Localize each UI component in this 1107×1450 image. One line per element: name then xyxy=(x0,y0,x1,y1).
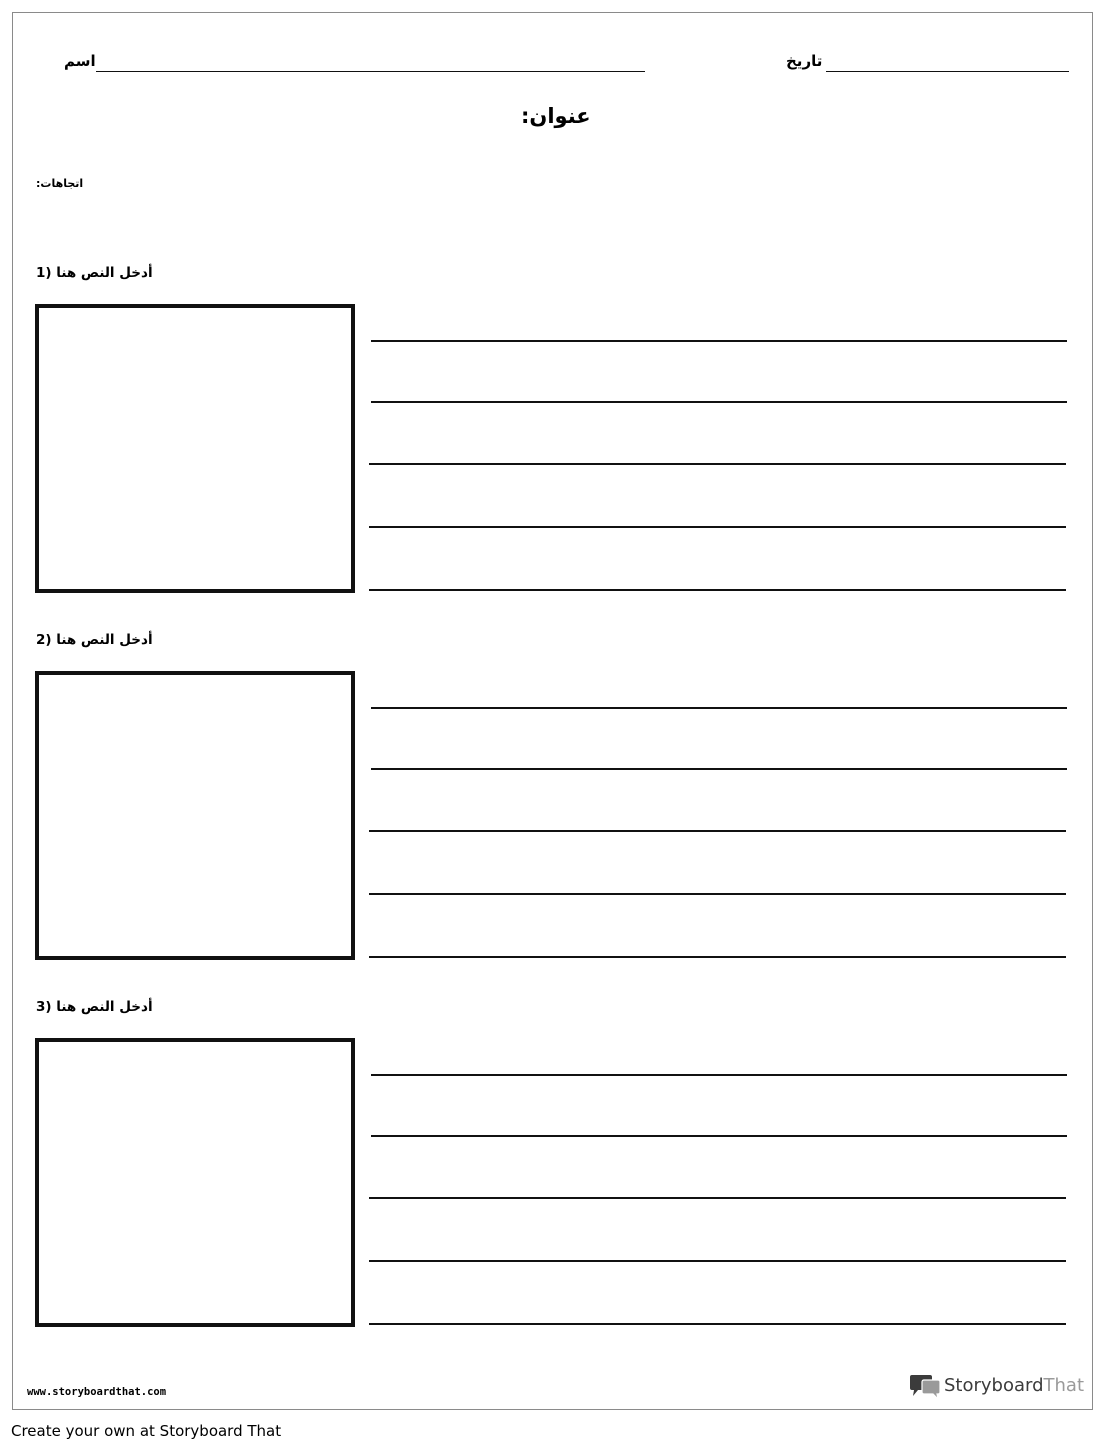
page-title: :عنوان xyxy=(521,104,591,128)
section-1-writing-line-4[interactable] xyxy=(369,526,1066,528)
create-your-own-caption[interactable]: Create your own at Storyboard That xyxy=(11,1422,282,1440)
section-1-label: أدخل النص هنا (1 xyxy=(36,265,153,281)
section-1-image-box[interactable] xyxy=(35,304,355,593)
section-3-writing-line-3[interactable] xyxy=(369,1197,1066,1199)
logo-text-that: That xyxy=(1043,1375,1085,1396)
section-3-writing-line-2[interactable] xyxy=(371,1135,1067,1137)
name-label: اسم xyxy=(64,52,96,70)
section-1-writing-line-3[interactable] xyxy=(369,463,1066,465)
section-3-writing-line-4[interactable] xyxy=(369,1260,1066,1262)
storyboardthat-logo-icon xyxy=(908,1374,942,1400)
section-3-writing-line-1[interactable] xyxy=(371,1074,1067,1076)
section-3-writing-line-5[interactable] xyxy=(369,1323,1066,1325)
directions-label: :اتجاهات xyxy=(36,177,84,190)
section-2-writing-line-5[interactable] xyxy=(369,956,1066,958)
storyboardthat-logo-text xyxy=(944,1375,1084,1396)
section-2-writing-line-1[interactable] xyxy=(371,707,1067,709)
section-2-writing-line-3[interactable] xyxy=(369,830,1066,832)
section-3-image-box[interactable] xyxy=(35,1038,355,1327)
section-2-image-box[interactable] xyxy=(35,671,355,960)
date-label: تاريخ xyxy=(786,52,823,70)
section-1-writing-line-5[interactable] xyxy=(369,589,1066,591)
date-field-line[interactable] xyxy=(826,71,1069,72)
logo-text-storyboard: Storyboard xyxy=(944,1375,1044,1396)
website-url: www.storyboardthat.com xyxy=(27,1386,167,1398)
section-2-writing-line-2[interactable] xyxy=(371,768,1067,770)
section-2-label: أدخل النص هنا (2 xyxy=(36,632,153,648)
section-1-writing-line-2[interactable] xyxy=(371,401,1067,403)
section-3-label: أدخل النص هنا (3 xyxy=(36,999,153,1015)
section-1-writing-line-1[interactable] xyxy=(371,340,1067,342)
section-2-writing-line-4[interactable] xyxy=(369,893,1066,895)
name-field-line[interactable] xyxy=(96,71,645,72)
